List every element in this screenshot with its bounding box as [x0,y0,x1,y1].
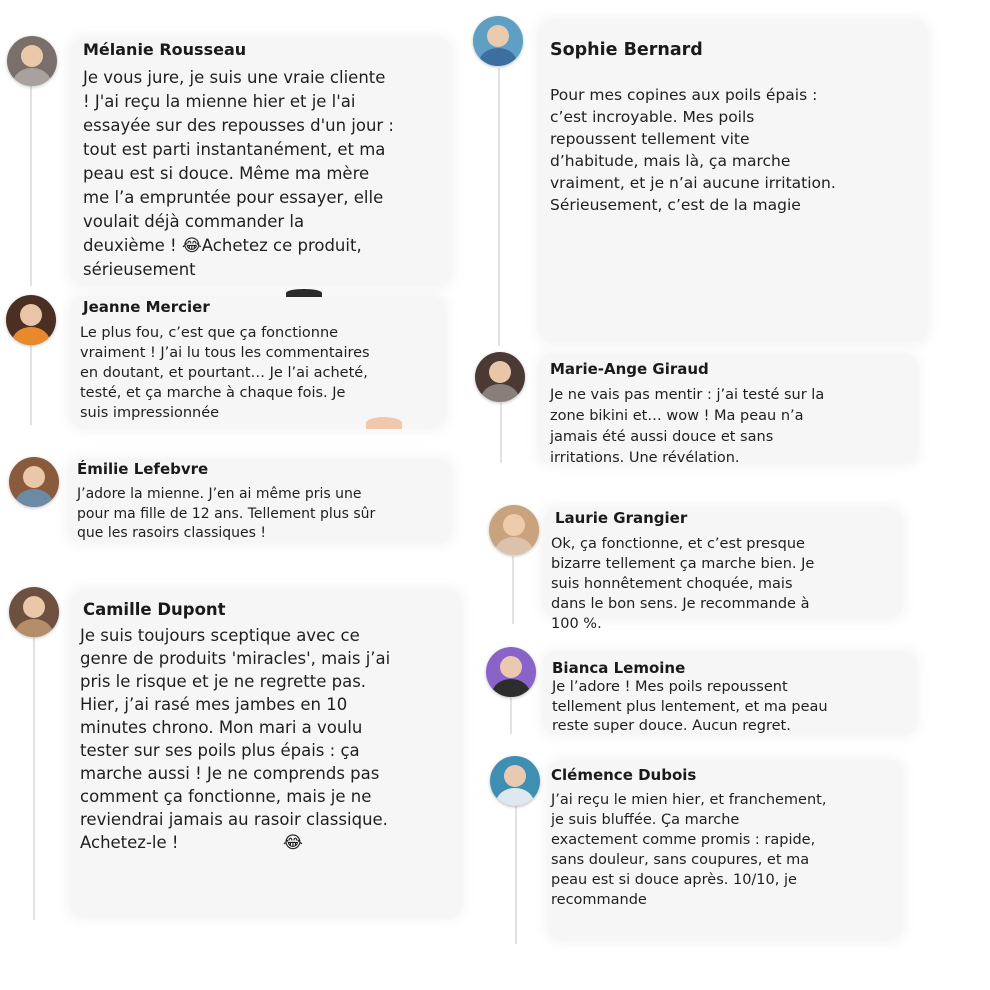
avatar[interactable] [489,505,539,555]
thread-line [30,86,32,286]
review-text: J’adore la mienne. J’en ai même pris une pour ma fille de 12 ans. Tellement plus sûr que les rasoirs classiques ! [77,486,376,541]
avatar[interactable] [6,295,56,345]
review-text-end: Achetez ce produit, sérieusement [83,236,362,279]
avatar-head [23,596,45,618]
thread-line [512,556,514,624]
reviewer-name[interactable]: Bianca Lemoine [552,659,686,677]
reviewer-name[interactable]: Camille Dupont [83,600,226,619]
avatar-head [504,765,526,787]
avatar[interactable] [490,756,540,806]
avatar-body [481,384,519,402]
avatar-head [489,361,511,383]
avatar[interactable] [475,352,525,402]
partial-avatar [366,417,402,429]
reviewer-name[interactable]: Émilie Lefebvre [77,460,209,478]
avatar-body [15,489,53,507]
review-text: Le plus fou, c’est que ça fonctionne vraiment ! J’ai lu tous les commentaires en doutant, et pourtant… Je l’ai acheté, testé, et ça marche à chaque fois. Je suis impressionnée [80,325,370,421]
review-text: Je ne vais pas mentir : j’ai testé sur la zone bikini et… wow ! Ma peau n’a jamais été aussi douce et sans irritations. Une révélation. [550,387,825,466]
review-text-main: Je vous jure, je suis une vraie cliente ! J'ai reçu la mienne hier et je l'ai essayée sur des repousses d'un jour : tout est parti instantanément, et ma peau est si douce. Même ma mère me l’a empruntée pour essayer, elle voulait déjà commander la deuxième ! [83,68,394,255]
laughing-emoji-icon: 😂 [181,236,202,256]
thread-line [30,345,32,425]
thread-line [500,403,502,463]
avatar[interactable] [9,457,59,507]
reviewer-name[interactable]: Jeanne Mercier [83,298,210,316]
avatar[interactable] [473,16,523,66]
reviewer-name[interactable]: Laurie Grangier [555,509,688,527]
thread-line [510,698,512,734]
thread-line [515,806,517,944]
reviewer-name[interactable]: Sophie Bernard [550,40,703,60]
avatar-body [12,327,50,345]
reviewer-name[interactable]: Clémence Dubois [551,766,697,784]
review-text: Je l’adore ! Mes poils repoussent tellement plus lentement, et ma peau reste super douce. Aucun regret. [552,679,828,734]
avatar-head [503,514,525,536]
avatar-body [496,788,534,806]
avatar-body [15,619,53,637]
avatar-body [492,679,530,697]
reviewer-name[interactable]: Marie-Ange Giraud [550,360,709,378]
avatar-head [487,25,509,47]
avatar[interactable] [7,36,57,86]
review-text: Pour mes copines aux poils épais : c’est incroyable. Mes poils repoussent tellement vite d’habitude, mais là, ça marche vraiment, et je n’ai aucune irritation. Sérieusement, c’est de la magie [550,86,836,214]
thread-line [33,637,35,920]
avatar-head [23,466,45,488]
review-text [83,66,455,282]
review-text: Je suis toujours sceptique avec ce genre de produits 'miracles', mais j’ai pris le risque et je ne regrette pas. Hier, j’ai rasé mes jambes en 10 minutes chrono. Mon mari a voulu tester sur ses poils plus épais : ça marche aussi ! Je ne comprends pas comment ça fonctionne, mais je ne reviendrai jamais au rasoir classique. Achetez-le ! [80,626,391,852]
avatar-body [495,537,533,555]
review-text: J’ai reçu le mien hier, et franchement, je suis bluffée. Ça marche exactement comme promis : rapide, sans douleur, sans coupures, et ma peau est si douce après. 10/10, je recommande [551,792,827,908]
avatar[interactable] [9,587,59,637]
laughing-emoji-icon: 😂 [283,833,303,853]
avatar[interactable] [486,647,536,697]
thread-line [498,68,500,346]
review-text: Ok, ça fonctionne, et c’est presque bizarre tellement ça marche bien. Je suis honnêtement choquée, mais dans le bon sens. Je recommande à 100 %. [551,536,815,632]
avatar-head [20,304,42,326]
avatar-body [479,48,517,66]
avatar-head [21,45,43,67]
avatar-head [500,656,522,678]
partial-avatar [286,289,322,297]
reviewer-name[interactable]: Mélanie Rousseau [83,40,247,59]
avatar-body [13,68,51,86]
